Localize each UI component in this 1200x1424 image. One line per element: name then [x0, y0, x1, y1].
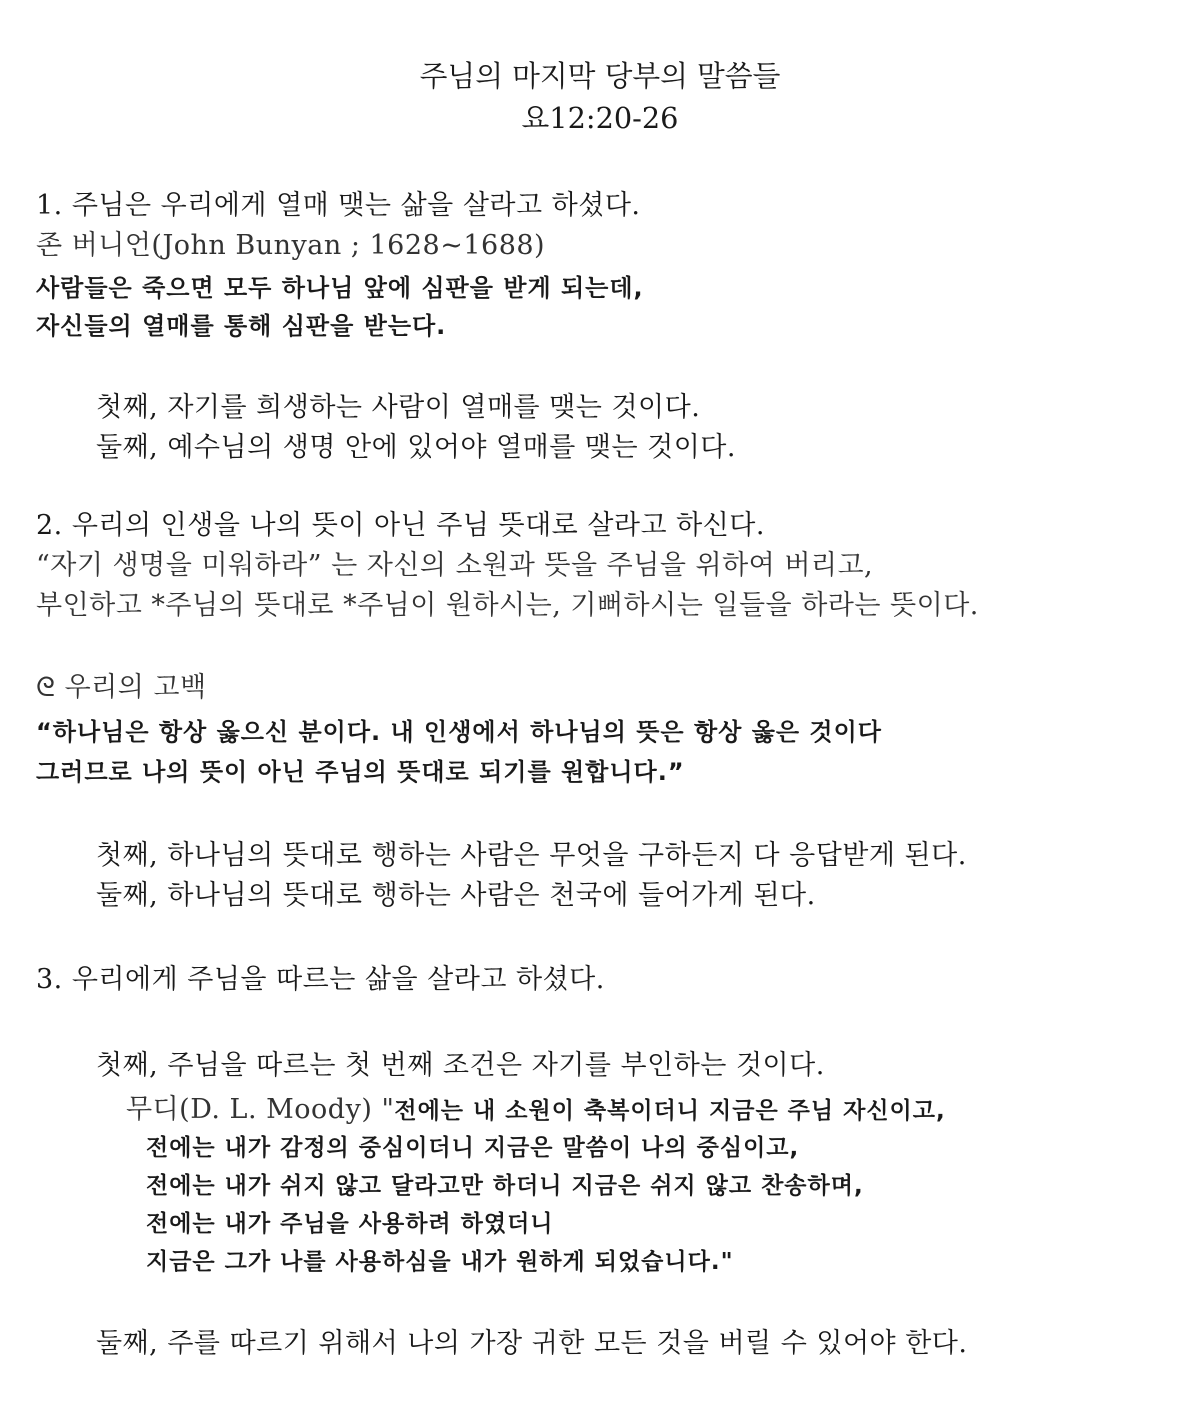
section1-point2: 둘째, 예수님의 생명 안에 있어야 열매를 맺는 것이다. — [96, 432, 736, 463]
moody-line2: 전에는 내가 감정의 중심이더니 지금은 말씀이 나의 중심이고, — [146, 1135, 800, 1161]
moody-line4: 전에는 내가 주님을 사용하려 하였더니 — [146, 1211, 554, 1237]
moody-quote-first-line — [126, 1092, 946, 1129]
section1-source: 존 버니언(John Bunyan ; 1628~1688) — [36, 230, 546, 261]
confession-line1: “하나님은 항상 옳으신 분이다. 내 인생에서 하나님의 뜻은 항상 옳은 것이다 — [36, 718, 882, 746]
moody-name: 무디(D. L. Moody) " — [126, 1094, 395, 1125]
section2-point1: 첫째, 하나님의 뜻대로 행하는 사람은 무엇을 구하든지 다 응답받게 된다. — [96, 840, 967, 871]
scripture-reference: 요12:20-26 — [521, 101, 679, 135]
section3-heading: 3. 우리에게 주님을 따르는 삶을 살라고 하셨다. — [36, 964, 605, 995]
moody-line1: 전에는 내 소원이 축복이더니 지금은 주님 자신이고, — [394, 1098, 946, 1124]
confession-label: ᘓ 우리의 고백 — [36, 672, 207, 703]
section1-quote-line2: 자신들의 열매를 통해 심판을 받는다. — [36, 312, 447, 340]
section3-point1: 첫째, 주님을 따르는 첫 번째 조건은 자기를 부인하는 것이다. — [96, 1050, 825, 1081]
section1-point1: 첫째, 자기를 희생하는 사람이 열매를 맺는 것이다. — [96, 392, 701, 423]
section1-quote-line1: 사람들은 죽으면 모두 하나님 앞에 심판을 받게 되는데, — [36, 274, 644, 302]
section2-explain-line1: “자기 생명을 미워하라” 는 자신의 소원과 뜻을 주님을 위하여 버리고, — [36, 550, 874, 581]
confession-line2: 그러므로 나의 뜻이 아닌 주님의 뜻대로 되기를 원합니다.” — [36, 758, 685, 786]
section2-explain-line2: 부인하고 *주님의 뜻대로 *주님이 원하시는, 기뻐하시는 일들을 하라는 뜻이다. — [36, 590, 979, 621]
section2-point2: 둘째, 하나님의 뜻대로 행하는 사람은 천국에 들어가게 된다. — [96, 880, 816, 911]
moody-line3: 전에는 내가 쉬지 않고 달라고만 하더니 지금은 쉬지 않고 찬송하며, — [146, 1173, 864, 1199]
section1-heading: 1. 주님은 우리에게 열매 맺는 삶을 살라고 하셨다. — [36, 190, 641, 221]
document-title: 주님의 마지막 당부의 말씀들 — [419, 59, 781, 93]
section2-heading: 2. 우리의 인생을 나의 뜻이 아닌 주님 뜻대로 살라고 하신다. — [36, 510, 765, 541]
section3-point2: 둘째, 주를 따르기 위해서 나의 가장 귀한 모든 것을 버릴 수 있어야 한다. — [96, 1328, 968, 1359]
moody-line5: 지금은 그가 나를 사용하심을 내가 원하게 되었습니다." — [146, 1249, 734, 1275]
